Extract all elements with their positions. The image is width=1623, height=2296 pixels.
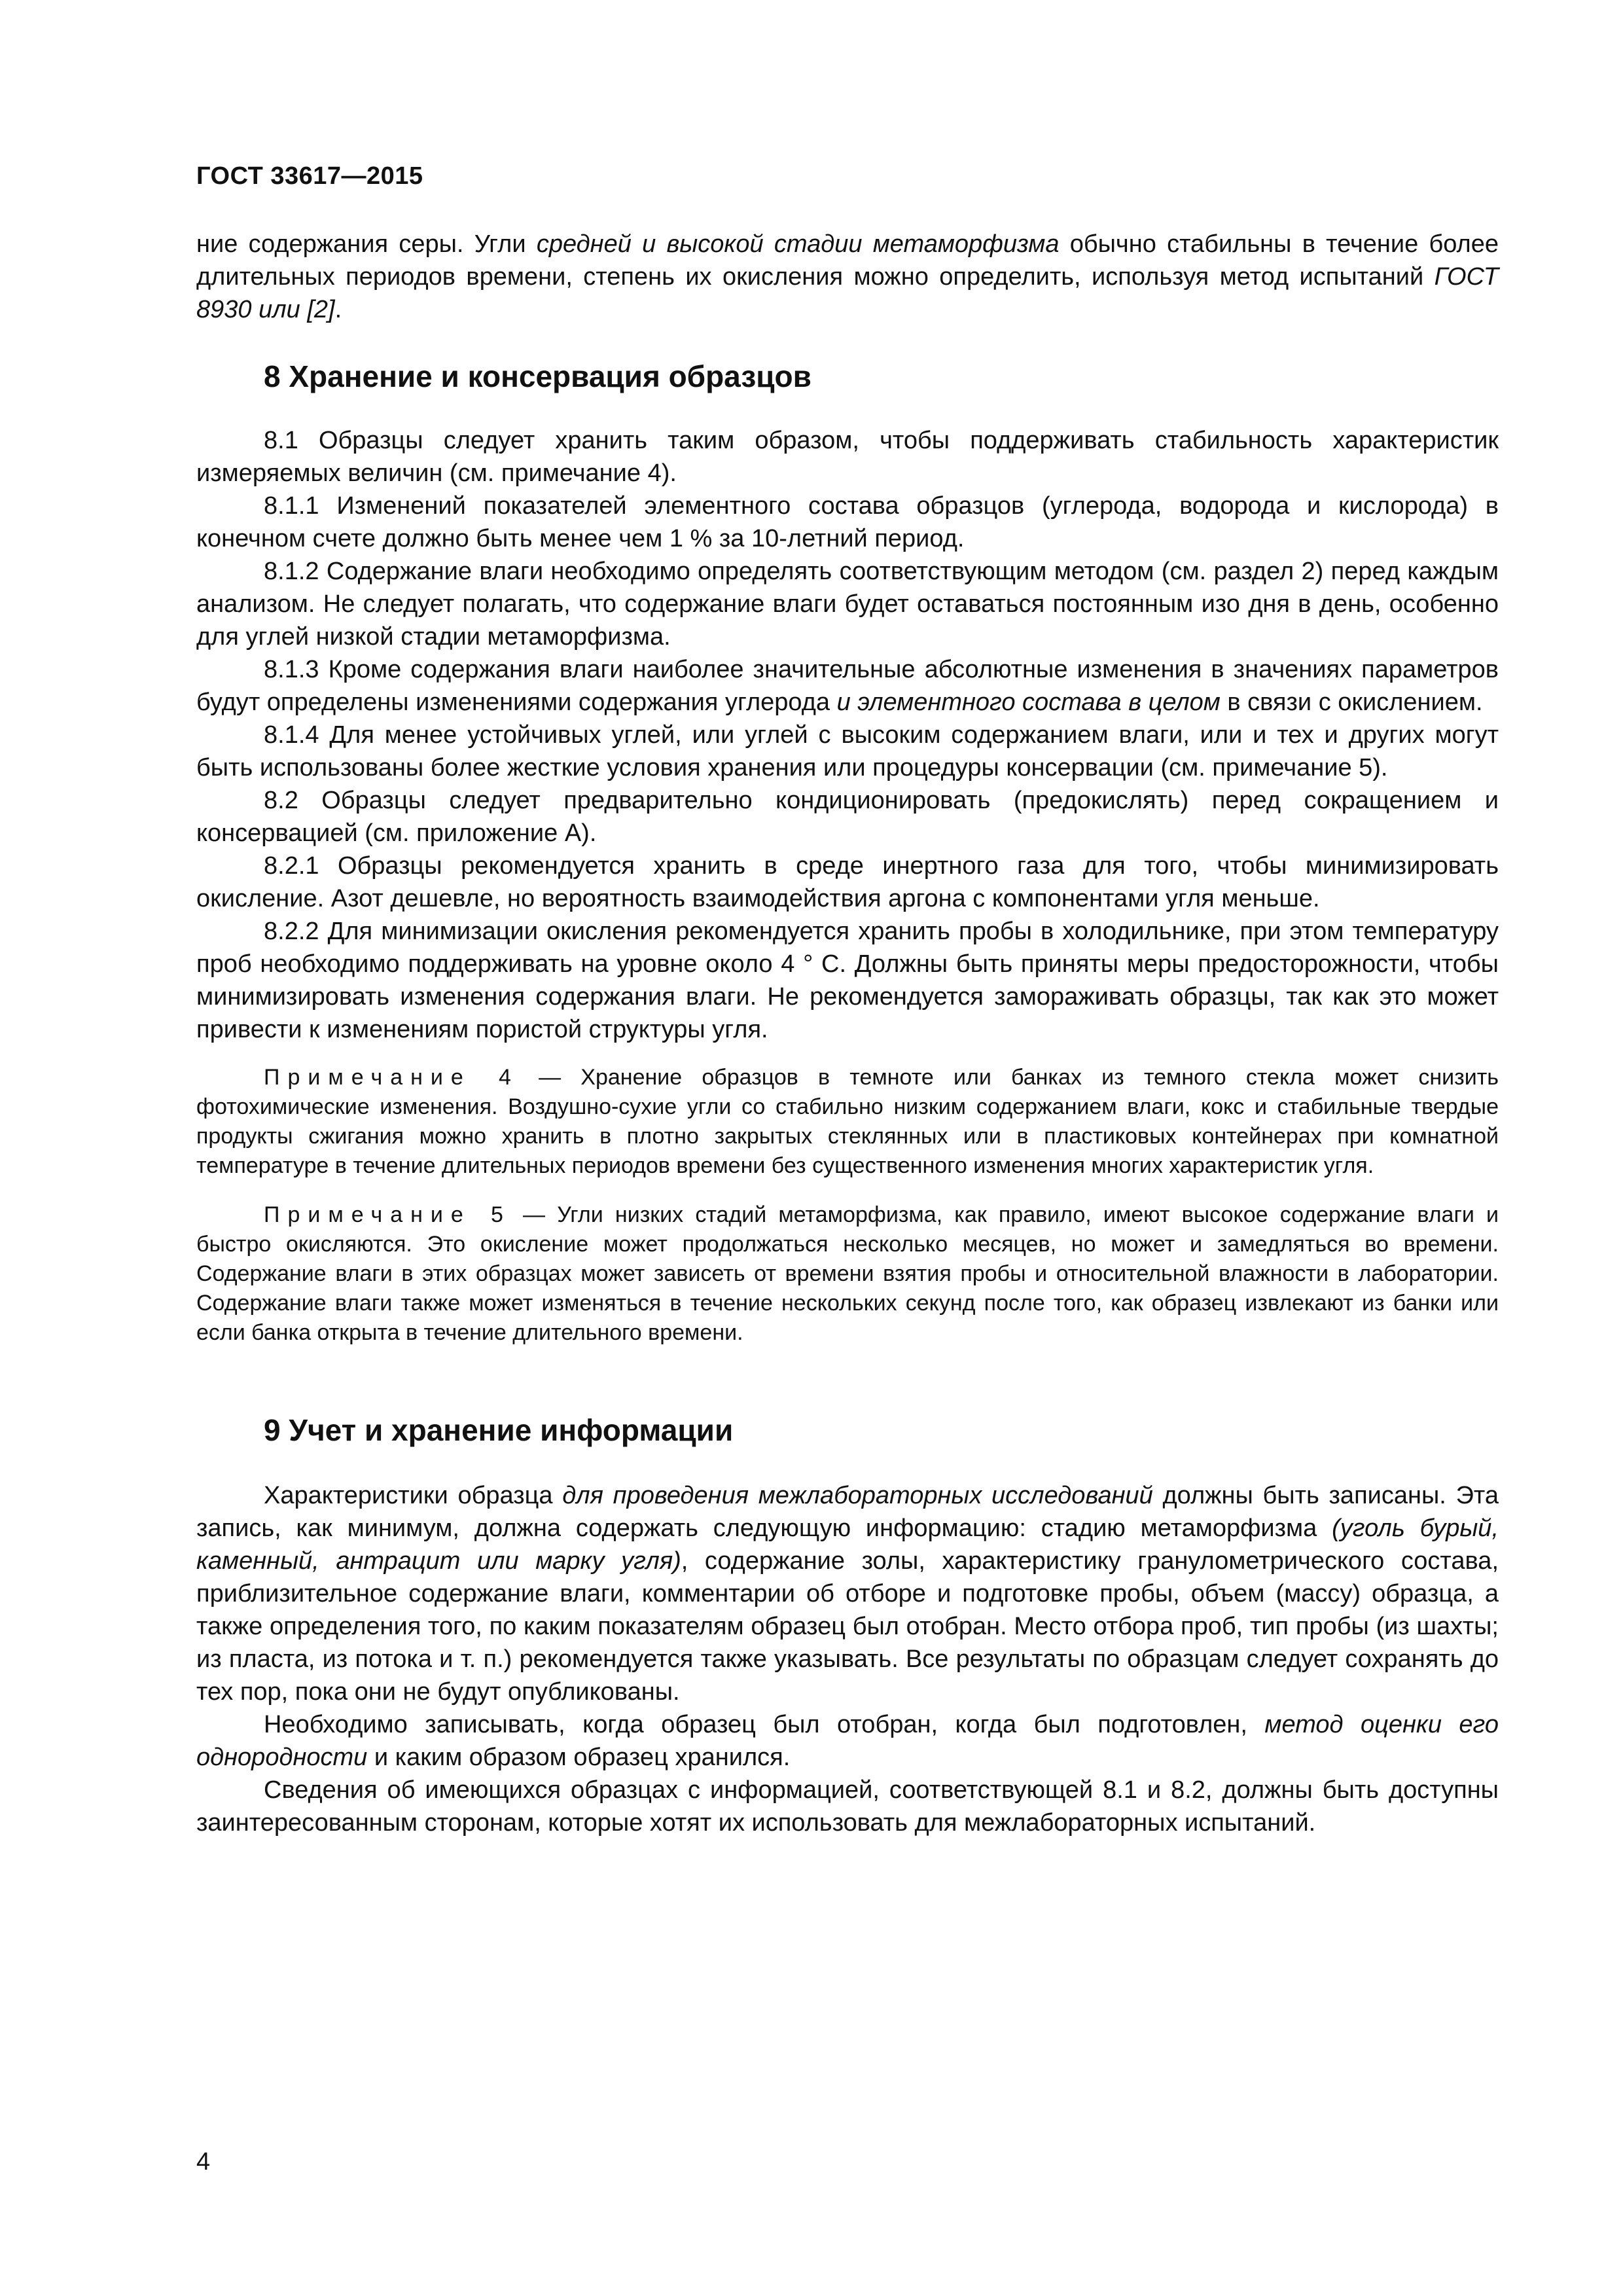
note-5-label: Примечание 5	[264, 1202, 511, 1227]
note-5-text: — Угли низких стадий метаморфизма, как правило, имеют высокое содержание влаги и быстро окисляются. Это окисление может продолжаться несколько месяцев, но может и замедляться во времени. Содержание влаги в этих образцах может зависеть от времени взятия пробы и относительной влажности в лаборатории. Содержание влаги также может изменяться в течение нескольких секунд после того, как образец извлекают из банки или если банка открыта в течение длительного времени.	[196, 1202, 1499, 1345]
paragraph-8-1-3	[196, 653, 1499, 719]
paragraph-8-1-2: 8.1.2 Содержание влаги необходимо определять соответствующим методом (см. раздел 2) перед каждым анализом. Не следует полагать, что содержание влаги будет оставаться постоянным изо дня в день, особенно для углей низкой стадии метаморфизма.	[196, 558, 1499, 651]
intro-text-2: обычно стабильны в течение более длительных периодов времени, степень их окисления можно определить, используя метод испытаний	[196, 230, 1499, 291]
paragraph-8-1-3-italic: и элементного состава в целом	[836, 689, 1221, 716]
paragraph-8-1-1: 8.1.1 Изменений показателей элементного состава образцов (углерода, водорода и кислорода) в конечном счете должно быть менее чем 1 % за 10-летний период.	[196, 492, 1499, 552]
paragraph-8-1: 8.1 Образцы следует хранить таким образом, чтобы поддерживать стабильность характеристик измеряемых величин (см. примечание 4).	[196, 427, 1499, 487]
section-9-body	[196, 1479, 1499, 1839]
note-5	[196, 1200, 1499, 1348]
paragraph-8-1-3-text-a: 8.1.3 Кроме содержания влаги наиболее значительные абсолютные изменения в значениях параметров будут определены изменениями содержания углерода	[196, 656, 1499, 716]
note-4	[196, 1063, 1499, 1181]
paragraph-8-1-3-text-b: в связи с окислением.	[1220, 689, 1483, 716]
document-code: ГОСТ 33617—2015	[196, 162, 423, 190]
section-9-p2-text-a: Необходимо записывать, когда образец был отобран, когда был подготовлен,	[264, 1711, 1265, 1738]
paragraph-8-1-4: 8.1.4 Для менее устойчивых углей, или углей с высоким содержанием влаги, или и тех и других могут быть использованы более жесткие условия хранения или процедуры консервации (см. примечание 5).	[196, 721, 1499, 781]
section-9-p1-italic-1: для проведения межлабораторных исследований	[562, 1482, 1153, 1509]
intro-paragraph	[196, 228, 1499, 326]
section-9-paragraph-2	[196, 1708, 1499, 1774]
section-9-p2-text-b: и каким образом образец хранился.	[367, 1744, 791, 1771]
intro-text-3: .	[334, 296, 342, 323]
intro-text-1: ние содержания серы. Угли	[196, 230, 537, 258]
section-9-p1-text-b: должны быть записаны. Эта запись, как минимум, должна содержать следующую информацию: стадию метаморфизма	[196, 1482, 1499, 1542]
section-8-title: 8 Хранение и консервация образцов	[264, 359, 812, 393]
section-9-title: 9 Учет и хранение информации	[264, 1413, 734, 1447]
note-4-text: — Хранение образцов в темноте или банках из темного стекла может снизить фотохимические изменения. Воздушно-сухие угли со стабильно низким содержанием влаги, кокс и стабильные твердые продукты сжигания можно хранить в плотно закрытых стеклянных или в пластиковых контейнерах при комнатной температуре в течение длительных периодов времени без существенного изменения многих характеристик угля.	[196, 1065, 1499, 1178]
section-9-p1-text-a: Характеристики образца	[264, 1482, 563, 1509]
paragraph-8-2-2: 8.2.2 Для минимизации окисления рекомендуется хранить пробы в холодильнике, при этом температуру проб необходимо поддерживать на уровне около 4 ° С. Должны быть приняты меры предосторожности, чтобы минимизировать изменения содержания влаги. Не рекомендуется замораживать образцы, так как это может привести к изменениям пористой структуры угля.	[196, 918, 1499, 1043]
section-8-body	[196, 424, 1499, 1348]
page-number: 4	[196, 2148, 211, 2176]
intro-italic-1: средней и высокой стадии метаморфизма	[536, 230, 1060, 258]
section-9-p2-italic: метод оценки его однородности	[196, 1711, 1499, 1771]
section-9-p1-italic-2: (уголь бурый, каменный, антрацит или марку угля)	[196, 1515, 1499, 1575]
paragraph-8-2: 8.2 Образцы следует предварительно кондиционировать (предокислять) перед сокращением и консервацией (см. приложение А).	[196, 787, 1499, 847]
section-9-paragraph-1	[196, 1479, 1499, 1708]
section-9-paragraph-3: Сведения об имеющихся образцах с информацией, соответствующей 8.1 и 8.2, должны быть доступны заинтересованным сторонам, которые хотят их использовать для межлабораторных испытаний.	[196, 1776, 1499, 1837]
paragraph-8-2-1: 8.2.1 Образцы рекомендуется хранить в среде инертного газа для того, чтобы минимизировать окисление. Азот дешевле, но вероятность взаимодействия аргона с компонентами угля меньше.	[196, 852, 1499, 912]
note-4-label: Примечание 4	[264, 1065, 519, 1090]
section-9-p1-text-c: , содержание золы, характеристику гранулометрического состава, приблизительное содержание влаги, комментарии об отборе и подготовке пробы, объем (массу) образца, а также определения того, по каким показателям образец был отобран. Место отбора проб, тип пробы (из шахты; из пласта, из потока и т. п.) рекомендуется также указывать. Все результаты по образцам следует сохранять до тех пор, пока они не будут опубликованы.	[196, 1547, 1499, 1706]
intro-italic-2: ГОСТ 8930 или [2]	[196, 263, 1499, 323]
